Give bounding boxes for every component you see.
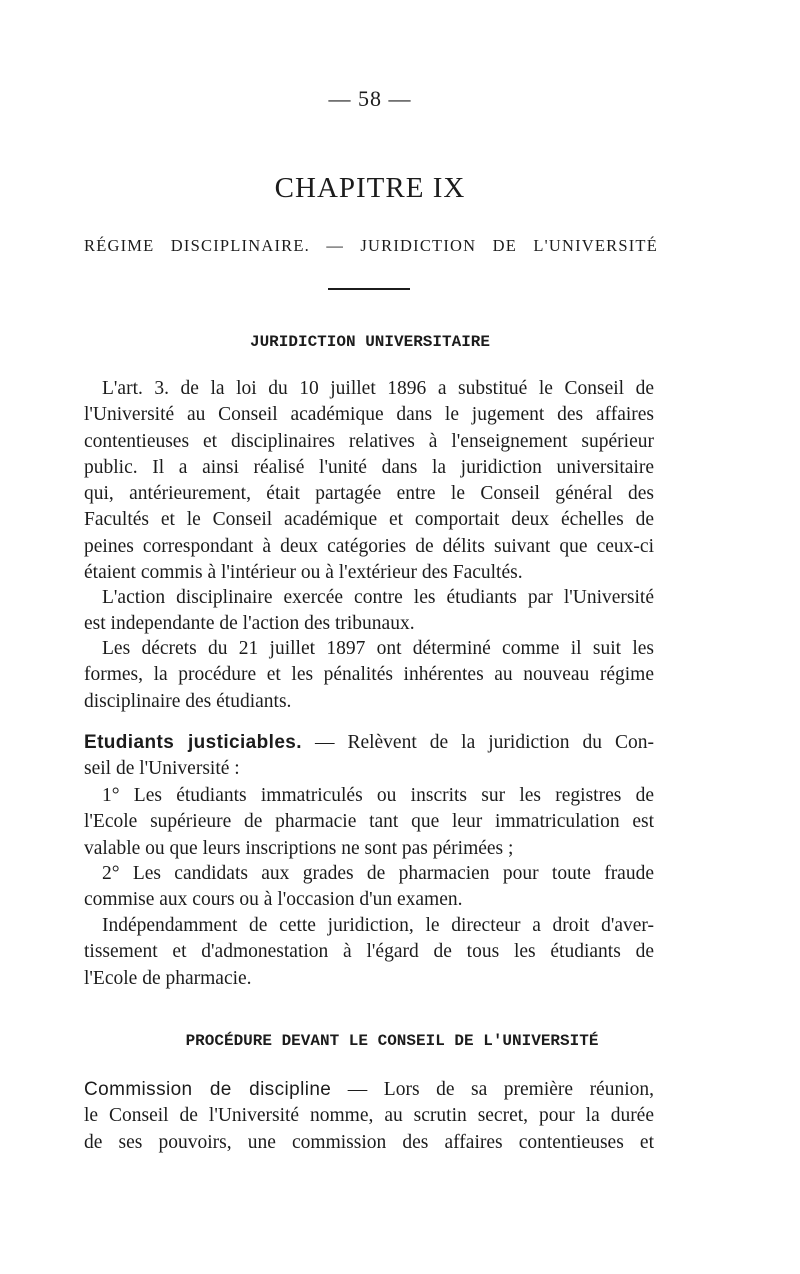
paragraph-etudiants-justiciables (84, 730, 654, 783)
text-line: qui, antérieurement, était partagée entre le Conseil général des (84, 483, 654, 505)
paragraph-item-1 (84, 783, 654, 862)
text-line: L'action disciplinaire exercée contre les étudiants par l'Université (102, 587, 654, 608)
text-line: le Conseil de l'Université nomme, au scrutin secret, pour la durée (84, 1105, 654, 1127)
text-line: public. Il a ainsi réalisé l'unité dans la juridiction universitaire (84, 456, 654, 478)
text-line: l'Université au Conseil académique dans le jugement des affaires (84, 404, 654, 426)
text-line: de ses pouvoirs, une commission des affaires contentieuses et (84, 1131, 654, 1153)
text-line: Les décrets du 21 juillet 1897 ont déterminé comme il suit les (102, 638, 654, 659)
page-number: — 58 — (328, 86, 412, 111)
text-line: peines correspondant à deux catégories de délits suivant que ceux-ci (84, 535, 654, 557)
text-line: 1° Les étudiants immatriculés ou inscrits sur les registres de (102, 785, 654, 806)
paragraph-commission (84, 1077, 654, 1156)
paragraph-decrets-1897 (84, 636, 654, 715)
section-title-procedure: PROCÉDURE DEVANT LE CONSEIL DE L'UNIVERSITÉ (185, 1032, 599, 1050)
chapter-title: CHAPITRE IX (274, 172, 466, 204)
text-line: contentieuses et disciplinaires relatives à l'enseignement supérieur (84, 430, 654, 452)
text-line: est independante de l'action des tribunaux. (84, 613, 415, 635)
text-line: tissement et d'admonestation à l'égard de tous les étudiants de (84, 941, 654, 963)
chapter-subtitle: RÉGIME DISCIPLINAIRE. — JURIDICTION DE L'UNIVERSITÉ (84, 236, 658, 255)
text-run: — Relèvent de la juridiction du Con- (301, 732, 654, 753)
text-line (84, 730, 654, 756)
text-line: l'Ecole de pharmacie. (84, 967, 252, 989)
text-line: Indépendamment de cette juridiction, le directeur a droit d'aver- (102, 915, 654, 936)
text-line: L'art. 3. de la loi du 10 juillet 1896 a substitué le Conseil de (102, 378, 654, 399)
text-line: commise aux cours ou à l'occasion d'un examen. (84, 889, 463, 911)
text-line: valable ou que leurs inscriptions ne sont pas périmées ; (84, 837, 514, 859)
section-title-juridiction: JURIDICTION UNIVERSITAIRE (249, 333, 491, 351)
run-in-heading: Commission de discipline (84, 1079, 332, 1100)
run-in-heading: Etudiants justiciables. (84, 732, 302, 753)
text-line: formes, la procédure et les pénalités inhérentes au nouveau régime (84, 664, 654, 686)
text-line: seil de l'Université : (84, 758, 240, 780)
paragraph-action-disciplinaire (84, 585, 654, 638)
text-line: disciplinaire des étudiants. (84, 690, 292, 712)
text-line: l'Ecole supérieure de pharmacie tant que leur immatriculation est (84, 811, 654, 833)
paragraph-directeur (84, 913, 654, 992)
text-line (84, 1077, 654, 1103)
text-line: 2° Les candidats aux grades de pharmacien pour toute fraude (102, 863, 654, 884)
text-line: étaient commis à l'intérieur ou à l'extérieur des Facultés. (84, 562, 523, 584)
paragraph-loi-1896 (84, 376, 654, 586)
text-run: — Lors de sa première réunion, (331, 1079, 655, 1100)
paragraph-item-2 (84, 861, 654, 914)
separator-rule (328, 288, 410, 290)
text-line: Facultés et le Conseil académique et comportait deux échelles de (84, 509, 654, 531)
